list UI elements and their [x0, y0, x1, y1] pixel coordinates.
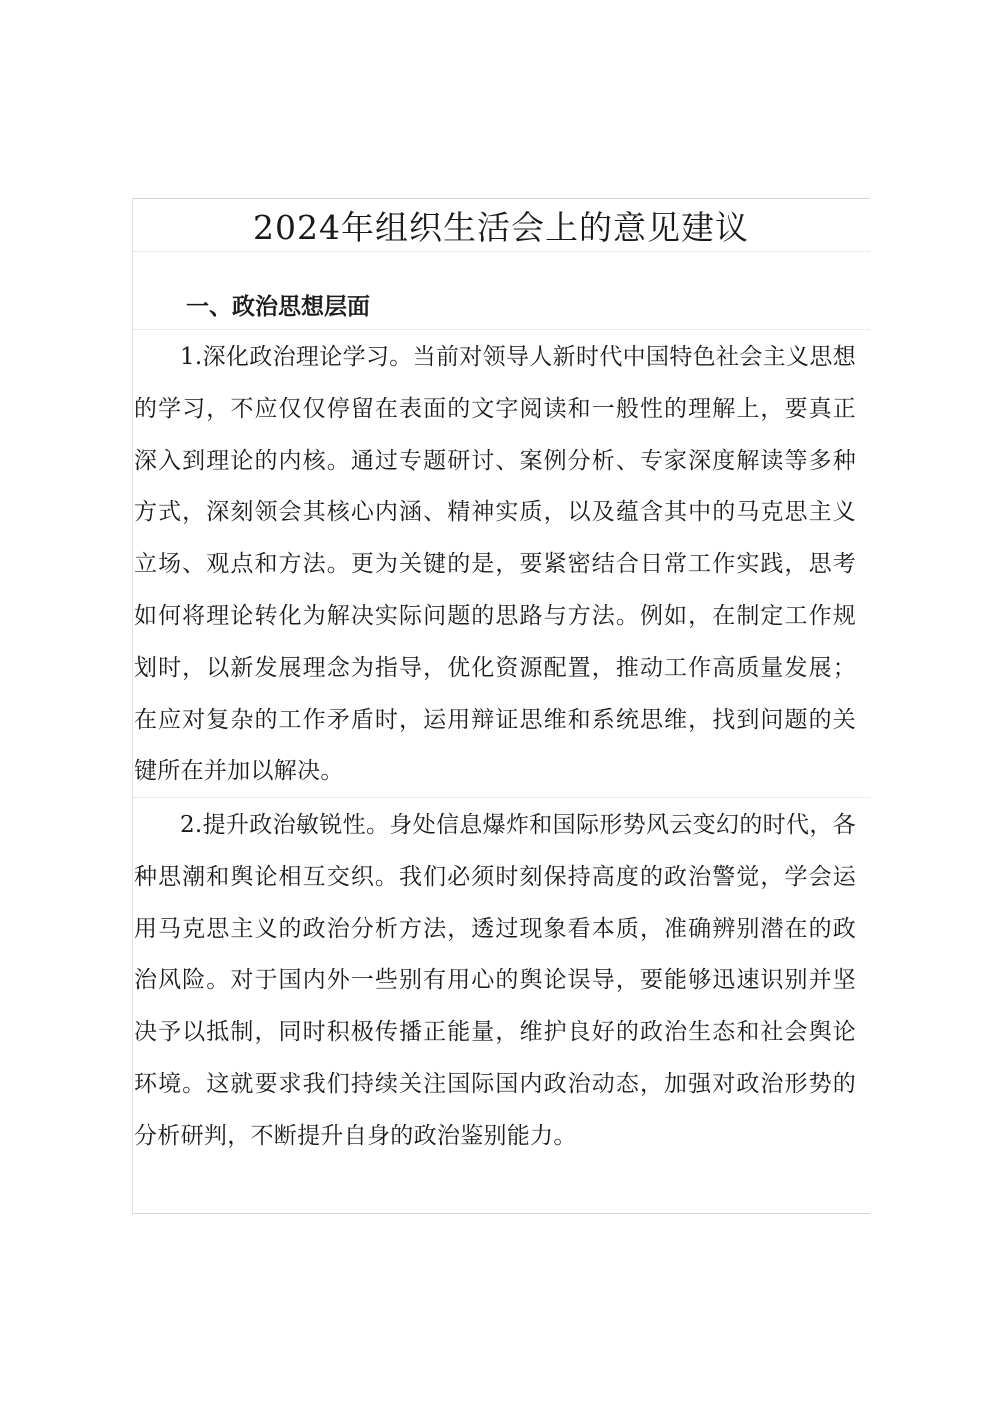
- document-title: 2024年组织生活会上的意见建议: [253, 208, 749, 247]
- section-heading: 一、政治思想层面: [186, 294, 370, 320]
- paragraph-political-sensitivity: 2.提升政治敏锐性。身处信息爆炸和国际形势风云变幻的时代，各种思潮和舆论相互交织。我们必须时刻保持高度的政治警觉，学会运用马克思主义的政治分析方法，透过现象看本质，准确辨别潜在的政治风险。对于国内外一些别有用心的舆论误导，要能够迅速识别并坚决予以抵制，同时积极传播正能量，维护良好的政治生态和社会舆论环境。这就要求我们持续关注国际国内政治动态，加强对政治形势的分析研判，不断提升自身的政治鉴别能力。: [134, 812, 856, 1149]
- paragraph-theory-study: 1.深化政治理论学习。当前对领导人新时代中国特色社会主义思想的学习，不应仅仅停留在表面的文字阅读和一般性的理解上，要真正深入到理论的内核。通过专题研讨、案例分析、专家深度解读等多种方式，深刻领会其核心内涵、精神实质，以及蕴含其中的马克思主义立场、观点和方法。更为关键的是，要紧密结合日常工作实践，思考如何将理论转化为解决实际问题的思路与方法。例如，在制定工作规划时，以新发展理念为指导，优化资源配置，推动工作高质量发展；在应对复杂的工作矛盾时，运用辩证思维和系统思维，找到问题的关键所在并加以解决。: [134, 344, 856, 785]
- divider-line: [132, 329, 870, 330]
